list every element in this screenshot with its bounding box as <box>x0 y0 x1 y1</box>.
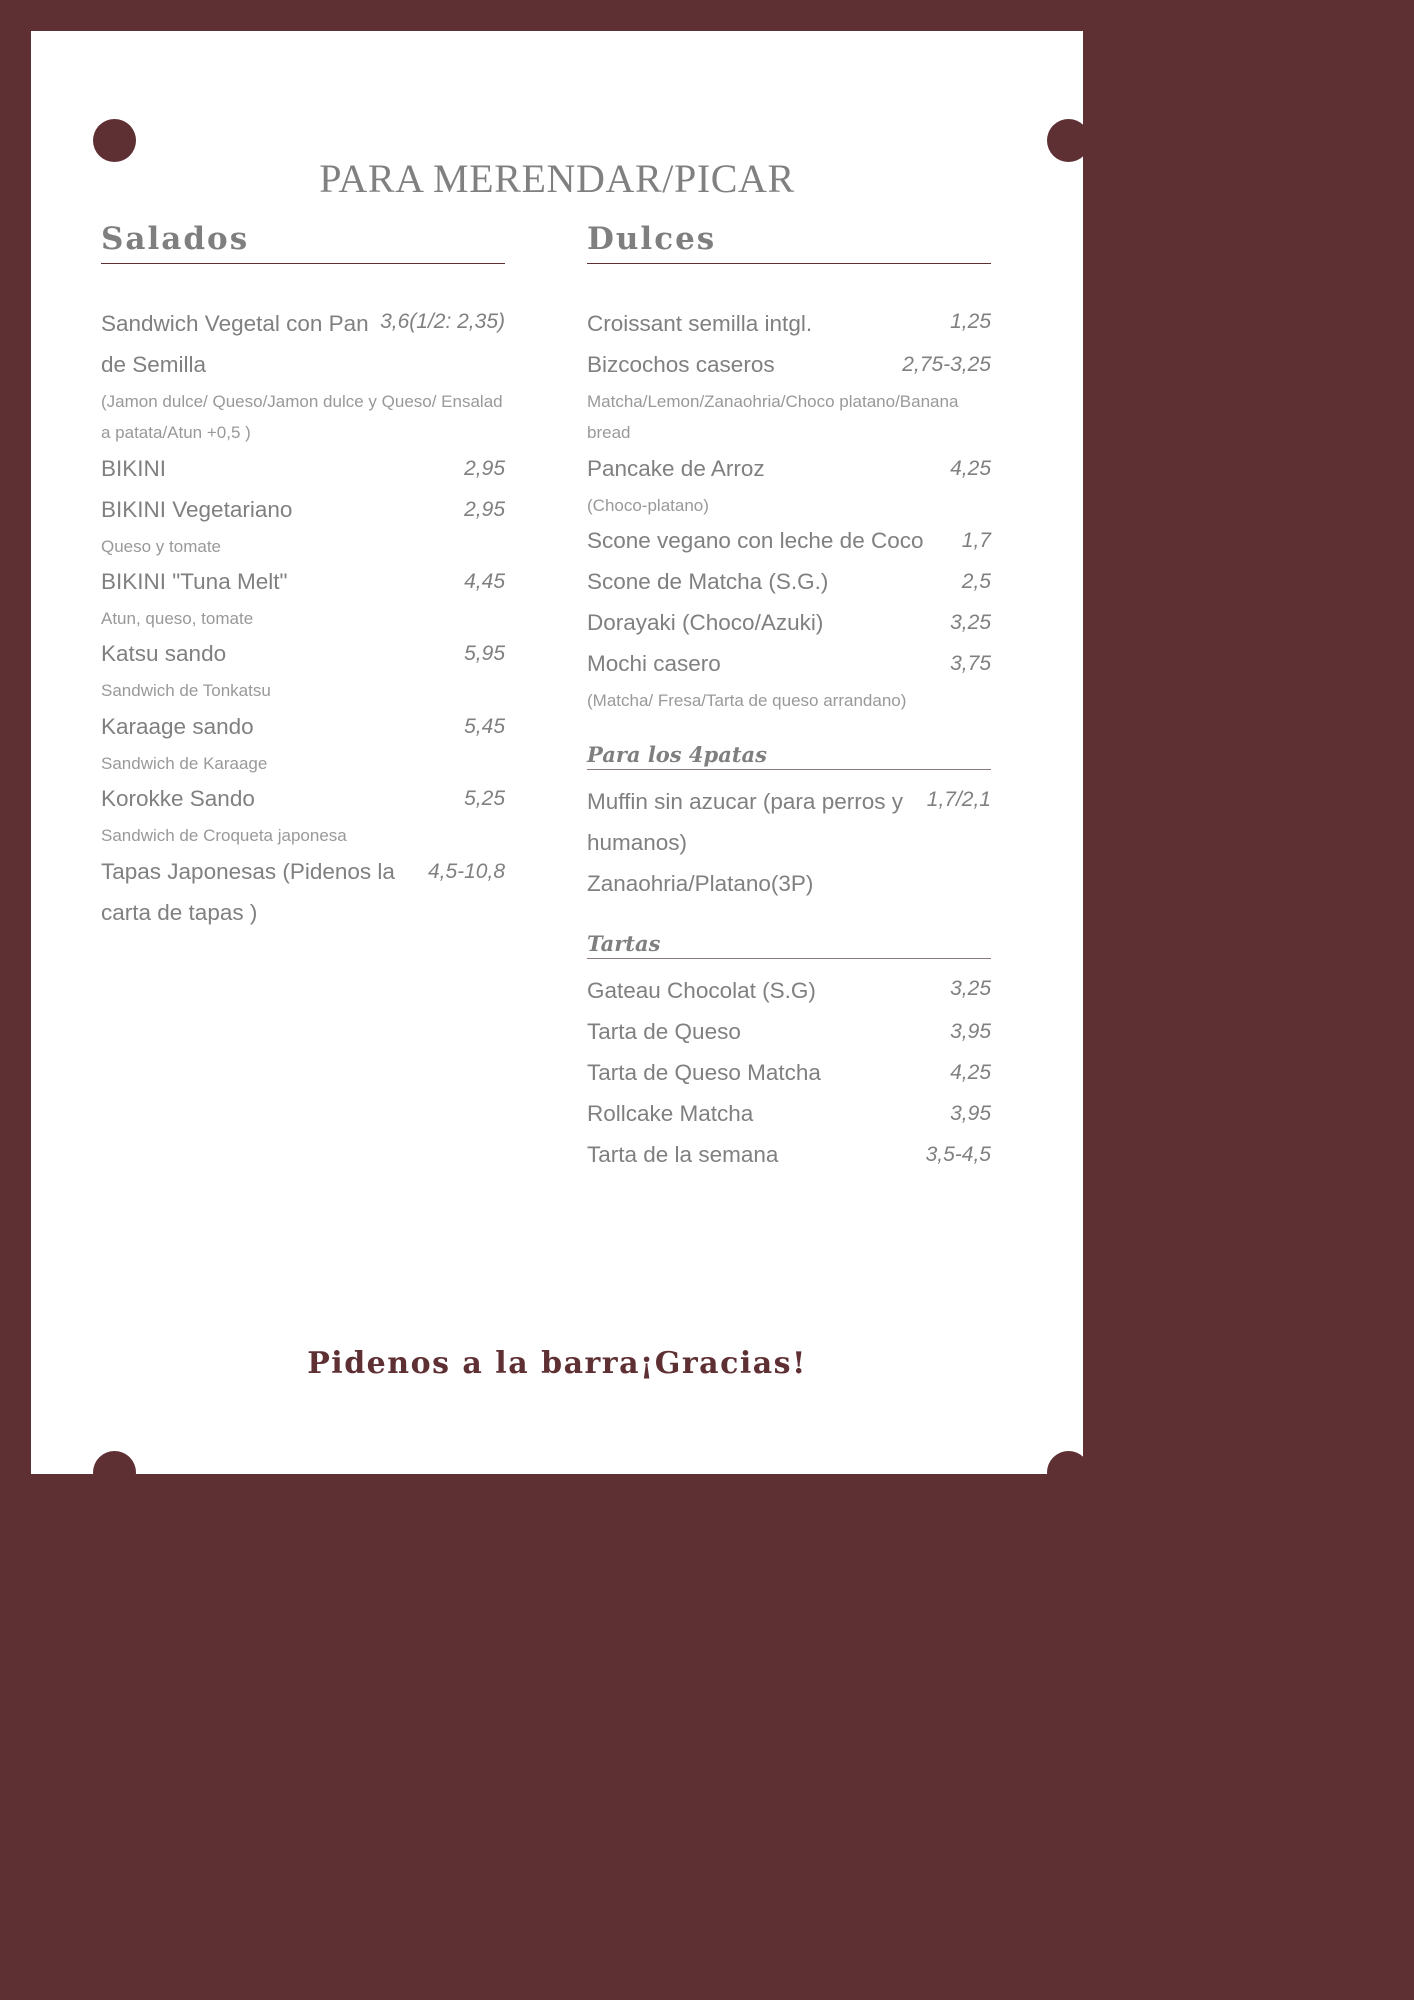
subsection-item-list <box>587 782 991 905</box>
menu-item-description: Atun, queso, tomate <box>101 609 254 628</box>
menu-item-name: Bizcochos caseros <box>587 351 775 377</box>
menu-item-name: Rollcake Matcha <box>587 1100 754 1126</box>
menu-item-price: 3,75 <box>950 651 991 675</box>
menu-item-name: BIKINI Vegetariano <box>101 496 293 522</box>
menu-columns <box>101 221 1021 1176</box>
menu-item-name: Mochi casero <box>587 650 721 676</box>
menu-item-price: 3,6(1/2: 2,35) <box>380 310 505 333</box>
punch-hole-bottom-left <box>93 1451 136 1494</box>
subsection-heading: Tartas <box>587 931 661 957</box>
menu-item-row <box>587 304 991 345</box>
menu-item-price: 3,95 <box>950 1101 991 1125</box>
subsection-heading: Para los 4patas <box>587 742 767 768</box>
menu-item-name: Muffin sin azucar (para perros y humanos) Zanaohria/Platano(3P) <box>587 789 903 897</box>
subsection-item-list <box>587 971 991 1176</box>
dulces-item-list <box>587 304 991 716</box>
menu-item-name: Gateau Chocolat (S.G) <box>587 978 816 1004</box>
menu-item-name: Scone de Matcha (S.G.) <box>587 569 829 595</box>
menu-item-name: Tarta de Queso Matcha <box>587 1060 821 1085</box>
menu-item-price: 5,25 <box>464 787 505 811</box>
salados-item-list <box>101 304 505 933</box>
menu-item-name: Tarta de la semana <box>587 1141 779 1167</box>
menu-item-name: BIKINI "Tuna Melt" <box>101 569 288 595</box>
section-rule <box>101 263 505 264</box>
menu-item-row <box>587 521 991 562</box>
subsection-rule <box>587 769 991 770</box>
section-heading-salados: Salados <box>101 221 250 257</box>
menu-page <box>31 31 1083 1474</box>
menu-item-row <box>587 603 991 644</box>
menu-item-price: 5,95 <box>464 642 505 666</box>
section-heading-dulces: Dulces <box>587 221 717 257</box>
menu-item-price: 3,25 <box>950 611 991 634</box>
punch-hole-bottom-right <box>1047 1451 1090 1494</box>
menu-item-row <box>101 304 505 386</box>
menu-item-name: Sandwich Vegetal con Pan de Semilla <box>101 311 369 377</box>
menu-item-description: Queso y tomate <box>101 536 222 556</box>
menu-item-row <box>101 707 505 748</box>
dulces-column <box>587 221 991 1176</box>
menu-item-row <box>587 1135 991 1176</box>
menu-item-description: Sandwich de Croqueta japonesa <box>101 826 347 846</box>
menu-item-row <box>587 1012 991 1053</box>
menu-item-name: Korokke Sando <box>101 786 255 812</box>
menu-item-description: (Choco-platano) <box>587 495 709 515</box>
subsection-rule <box>587 958 991 959</box>
menu-item-price: 1,7/2,1 <box>926 788 991 812</box>
menu-item-price: 2,5 <box>961 570 991 594</box>
menu-item-description: Sandwich de Karaage <box>101 753 268 773</box>
menu-item-price: 4,25 <box>950 1061 991 1084</box>
menu-item-row <box>587 644 991 685</box>
section-rule <box>587 263 991 264</box>
menu-item-row <box>101 779 505 820</box>
menu-item-row <box>587 449 991 490</box>
menu-item-name: Scone vegano con leche de Coco <box>587 528 924 554</box>
salados-column <box>101 221 505 1176</box>
menu-item-name: Dorayaki (Choco/Azuki) <box>587 610 824 635</box>
menu-item-price: 1,25 <box>950 310 991 333</box>
footer-note: Pidenos a la barra¡Gracias! <box>307 1346 807 1381</box>
menu-item-row <box>101 449 505 490</box>
menu-item-price: 4,25 <box>950 456 991 480</box>
menu-item-name: BIKINI <box>101 455 167 481</box>
menu-item-row <box>587 1053 991 1094</box>
menu-item-row <box>101 634 505 675</box>
menu-item-description: Sandwich de Tonkatsu <box>101 681 271 701</box>
menu-item-price: 4,5-10,8 <box>427 859 505 883</box>
menu-item-price: 4,45 <box>464 570 505 594</box>
menu-item-name: Pancake de Arroz <box>587 455 765 481</box>
menu-item-price: 3,5-4,5 <box>925 1142 991 1166</box>
menu-item-name: Karaage sando <box>101 713 254 739</box>
menu-item-row <box>101 852 505 934</box>
menu-item-description: (Jamon dulce/ Queso/Jamon dulce y Queso/ Ensalad a patata/Atun +0,5 ) <box>101 391 503 443</box>
menu-item-price: 3,95 <box>950 1020 991 1044</box>
menu-item-description: Matcha/Lemon/Zanaohria/Choco platano/Banana bread <box>587 391 959 443</box>
menu-item-row <box>587 562 991 603</box>
menu-item-row <box>587 345 991 386</box>
dulces-subsections <box>587 742 991 1176</box>
menu-item-price: 2,95 <box>464 456 505 480</box>
menu-item-row <box>587 782 991 905</box>
menu-item-name: Tarta de Queso <box>587 1019 741 1045</box>
menu-item-name: Croissant semilla intgl. <box>587 311 813 336</box>
menu-item-name: Katsu sando <box>101 641 227 667</box>
page-title: PARA MERENDAR/PICAR <box>319 156 795 201</box>
menu-item-price: 2,75-3,25 <box>902 352 991 376</box>
menu-item-name: Tapas Japonesas (Pidenos la carta de tapas ) <box>101 858 395 925</box>
menu-item-row <box>101 562 505 603</box>
menu-item-price: 2,95 <box>464 497 505 521</box>
menu-item-row <box>587 1094 991 1135</box>
menu-item-description: (Matcha/ Fresa/Tarta de queso arrandano) <box>587 690 907 710</box>
menu-item-row <box>587 971 991 1012</box>
menu-item-price: 1,7 <box>961 529 991 553</box>
menu-item-price: 5,45 <box>464 714 505 738</box>
menu-item-price: 3,25 <box>950 977 991 1001</box>
menu-item-row <box>101 490 505 531</box>
